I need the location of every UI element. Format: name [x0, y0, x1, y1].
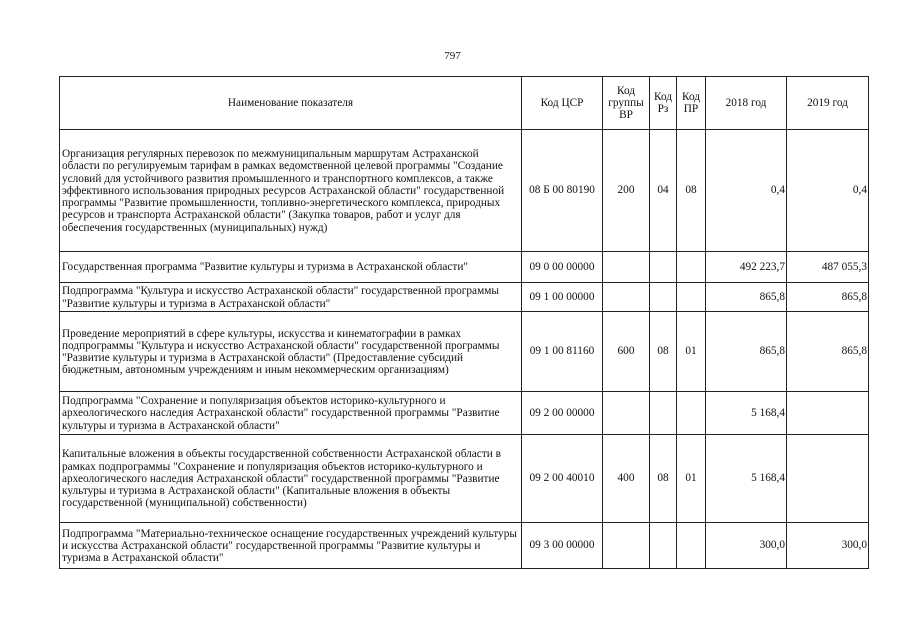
table-row [60, 130, 869, 252]
row-rz [650, 392, 677, 435]
row-rz: 04 [650, 130, 677, 252]
row-csr: 09 1 00 00000 [522, 283, 603, 312]
row-rz [650, 523, 677, 569]
row-2018: 5 168,4 [706, 392, 787, 435]
row-2018: 0,4 [706, 130, 787, 252]
header-csr: Код ЦСР [522, 77, 603, 130]
row-2019 [787, 392, 869, 435]
row-vr: 600 [603, 312, 650, 392]
row-rz [650, 252, 677, 283]
row-pr [677, 392, 706, 435]
row-csr: 08 Б 00 80190 [522, 130, 603, 252]
row-name: Организация регулярных перевозок по межмуниципальным маршрутам Астраханской области по регулируемым тарифам в рамках ведомственной целевой программы "Создание условий для устойчивого развития промышленного и транспортного комплексов, а также эффективного использования природных ресурсов Астраханской области" государственной программы "Развитие промышленности, топливно-энергетического комплекса, природных ресурсов и транспорта Астраханской области" (Закупка товаров, работ и услуг для обеспечения государственных (муниципальных) нужд) [60, 130, 522, 252]
row-name: Подпрограмма "Материально-техническое оснащение государственных учреждений культуры и искусства Астраханской области" государственной программы "Развитие культуры и туризма в Астраханской области" [60, 523, 522, 569]
row-pr [677, 252, 706, 283]
row-2018: 5 168,4 [706, 435, 787, 523]
row-2019: 300,0 [787, 523, 869, 569]
row-vr: 200 [603, 130, 650, 252]
row-vr [603, 523, 650, 569]
header-2019: 2019 год [787, 77, 869, 130]
row-2018: 492 223,7 [706, 252, 787, 283]
row-csr: 09 2 00 00000 [522, 392, 603, 435]
row-vr [603, 283, 650, 312]
row-vr [603, 392, 650, 435]
row-csr: 09 0 00 00000 [522, 252, 603, 283]
row-pr: 08 [677, 130, 706, 252]
header-pr: Код ПР [677, 77, 706, 130]
header-name: Наименование показателя [60, 77, 522, 130]
row-name: Подпрограмма "Сохранение и популяризация объектов историко-культурного и археологического наследия Астраханской области" государственной программы "Развитие культуры и туризма в Астраханской области" [60, 392, 522, 435]
row-2018: 865,8 [706, 283, 787, 312]
row-pr: 01 [677, 312, 706, 392]
row-2019: 0,4 [787, 130, 869, 252]
row-vr: 400 [603, 435, 650, 523]
table-row [60, 392, 869, 435]
row-2019: 865,8 [787, 312, 869, 392]
header-vr: Код группы ВР [603, 77, 650, 130]
table-row [60, 283, 869, 312]
row-name: Подпрограмма "Культура и искусство Астраханской области" государственной программы "Развитие культуры и туризма в Астраханской области" [60, 283, 522, 312]
table-header-row [60, 77, 869, 130]
row-pr: 01 [677, 435, 706, 523]
row-csr: 09 3 00 00000 [522, 523, 603, 569]
row-vr [603, 252, 650, 283]
page-number: 797 [444, 50, 461, 62]
table-row [60, 523, 869, 569]
row-2018: 300,0 [706, 523, 787, 569]
row-rz: 08 [650, 435, 677, 523]
row-csr: 09 2 00 40010 [522, 435, 603, 523]
row-pr [677, 523, 706, 569]
table-row [60, 252, 869, 283]
row-name: Капитальные вложения в объекты государственной собственности Астраханской области в рамках подпрограммы "Сохранение и популяризация объектов историко-культурного и археологического наследия Астраханской области" государственной программы "Развитие культуры и туризма в Астраханской области" (Капитальные вложения в объекты государственной (муниципальной) собственности) [60, 435, 522, 523]
row-rz [650, 283, 677, 312]
row-2019: 487 055,3 [787, 252, 869, 283]
budget-table [59, 76, 869, 569]
header-rz: Код Рз [650, 77, 677, 130]
row-2018: 865,8 [706, 312, 787, 392]
row-pr [677, 283, 706, 312]
row-csr: 09 1 00 81160 [522, 312, 603, 392]
row-name: Государственная программа "Развитие культуры и туризма в Астраханской области" [60, 252, 522, 283]
table-row [60, 435, 869, 523]
table-row [60, 312, 869, 392]
row-2019: 865,8 [787, 283, 869, 312]
header-2018: 2018 год [706, 77, 787, 130]
row-name: Проведение мероприятий в сфере культуры, искусства и кинематографии в рамках подпрограммы "Культура и искусство Астраханской области" государственной программы "Развитие культуры и туризма в Астраханской области" (Предоставление субсидий бюджетным, автономным учреждениям и иным некоммерческим организациям) [60, 312, 522, 392]
row-2019 [787, 435, 869, 523]
row-rz: 08 [650, 312, 677, 392]
